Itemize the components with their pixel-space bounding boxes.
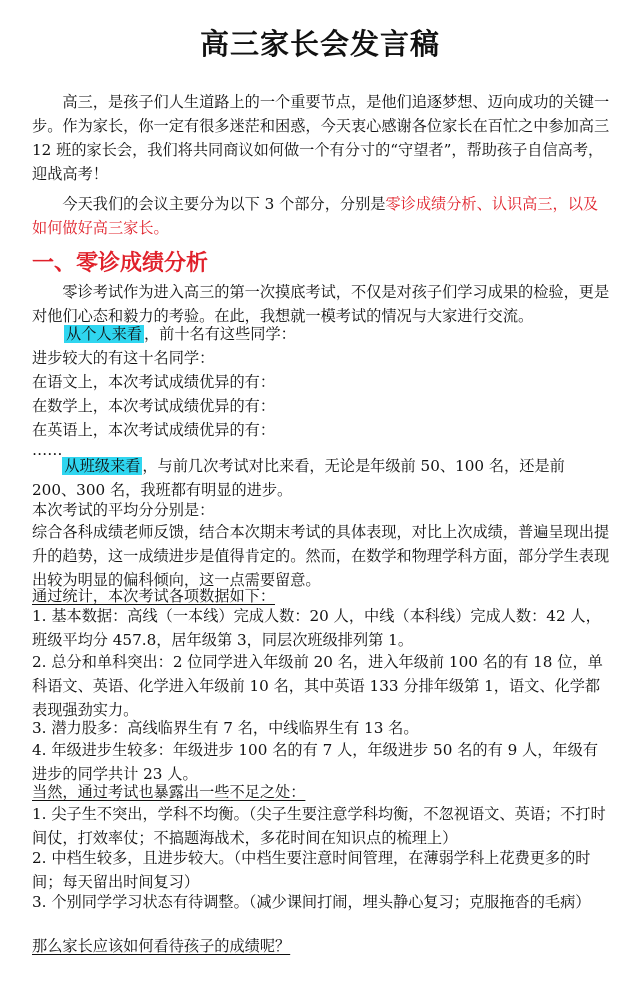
weakness-heading: 当然，通过考试也暴露出一些不足之处： — [32, 783, 306, 801]
feedback-paragraph: 综合各科成绩老师反馈，结合本次期末考试的具体表现，对比上次成绩，普遍呈现出提升的趋势，这一成绩进步是值得肯定的。然而，在数学和物理学科方面，部分学生表现出较为明显的偏科倾向，这一点需要留意。 — [32, 523, 610, 589]
section-intro-paragraph: 零诊考试作为进入高三的第一次摸底考试，不仅是对孩子们学习成果的检验，更是对他们心态和毅力的考验。在此，我想就一模考试的情况与大家进行交流。 — [32, 283, 610, 325]
personal-line — [64, 322, 640, 346]
average-line: 本次考试的平均分分别是： — [32, 501, 215, 519]
stats-item-4: 4. 年级进步生较多：年级进步 100 名的有 7 人，年级进步 50 名的有 9 人，年级有进步的同学共计 23 人。 — [32, 741, 599, 783]
stats-item-1: 1. 基本数据：高线（一本线）完成人数：20 人，中线（本科线）完成人数：42 人，班级平均分 457.8，居年级第 3，同层次班级排列第 1。 — [32, 607, 601, 649]
english-line: 在英语上，本次考试成绩优异的有： — [32, 421, 275, 439]
stats-item-3: 3. 潜力股多：高线临界生有 7 名，中线临界生有 13 名。 — [32, 719, 419, 737]
class-paragraph-text: ，与前几次考试对比来看，无论是年级前 50、100 名，还是前 200、300 名，我班都有明显的进步。 — [32, 457, 565, 499]
weakness-item-1: 1. 尖子生不突出，学科不均衡。（尖子生要注意学科均衡，不忽视语文、英语；不打时间仗，打效率仗；不搞题海战术，多花时间在知识点的梳理上） — [32, 805, 606, 847]
stats-item-2: 2. 总分和单科突出：2 位同学进入年级前 20 名，进入年级前 100 名的有 18 位，单科语文、英语、化学进入年级前 10 名，其中英语 133 分排年级第 1，语文、化学都表现强劲实力。 — [32, 653, 603, 719]
intro-agenda-text: 今天我们的会议主要分为以下 3 个部分，分别是 — [62, 195, 386, 213]
personal-line-text: ，前十名有这些同学： — [143, 325, 296, 343]
class-paragraph — [32, 454, 612, 502]
ellipsis-line: …… — [32, 441, 63, 459]
intro-paragraph-2 — [32, 192, 612, 240]
chinese-line: 在语文上，本次考试成绩优异的有： — [32, 373, 275, 391]
weakness-item-3: 3. 个别同学学习状态有待调整。（减少课间打闹，埋头静心复习；克服拖沓的毛病） — [32, 893, 591, 911]
intro-paragraph-1: 高三，是孩子们人生道路上的一个重要节点，是他们追逐梦想、迈向成功的关键一步。作为家长，你一定有很多迷茫和困惑，今天衷心感谢各位家长在百忙之中参加高三 12 班的家长会，我们将共同商议如何做一个有分寸的“守望者”，帮助孩子自信高考，迎战高考！ — [32, 93, 610, 183]
weakness-item-2: 2. 中档生较多，且进步较大。（中档生要注意时间管理，在薄弱学科上花费更多的时间；每天留出时间复习） — [32, 849, 591, 891]
math-line: 在数学上，本次考试成绩优异的有： — [32, 397, 275, 415]
section-heading-zero-exam: 一、零诊成绩分析 — [32, 251, 209, 276]
highlight-class: 从班级来看 — [64, 457, 141, 475]
highlight-personal: 从个人来看 — [66, 325, 142, 343]
intro-agenda-highlight: 零诊成绩分析、认识高三，以及如何做好高三家长。 — [32, 195, 599, 237]
page-title: 高三家长会发言稿 — [199, 27, 440, 61]
progress-line: 进步较大的有这十名同学： — [32, 349, 215, 367]
closing-question: 那么家长应该如何看待孩子的成绩呢？ — [32, 937, 291, 955]
stats-heading: 通过统计，本次考试各项数据如下： — [32, 587, 275, 605]
